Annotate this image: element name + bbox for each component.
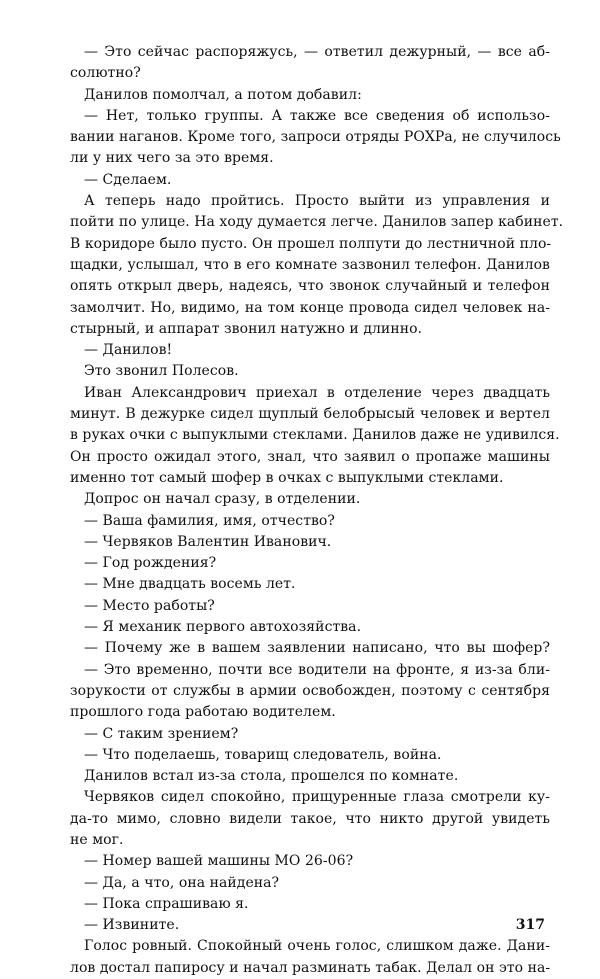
text-line: В коридоре было пусто. Он прошел полпути до лестничной пло-	[70, 235, 552, 252]
text-line: пойти по улице. На ходу думается легче. Данилов запер кабинет.	[70, 214, 564, 231]
text-line: — Это сейчас распоряжусь, — ответил дежурный, — все аб-	[84, 44, 550, 60]
text-line: — Номер вашей машины МО 26-06?	[84, 853, 354, 870]
text-line: — Это временно, почти все водители на фронте, я из-за бли-	[84, 661, 550, 678]
text-line: вании наганов. Кроме того, запроси отряды РОХРа, не случилось	[70, 129, 561, 146]
text-line: не мог.	[70, 831, 124, 848]
text-line: минут. В дежурке сидел щуплый белобрысый человек и вертел	[70, 406, 550, 423]
text-line: — Место работы?	[84, 597, 215, 614]
text-line: солютно?	[70, 65, 141, 82]
text-line: — С таким зрением?	[84, 725, 239, 742]
text-line: — Год рождения?	[84, 555, 217, 572]
text-line: прошлого года работаю водителем.	[70, 704, 336, 721]
text-line: Голос ровный. Спокойный очень голос, слишком даже. Дани-	[84, 938, 550, 955]
text-line: — Данилов!	[84, 342, 173, 359]
text-line: — Сделаем.	[84, 171, 172, 188]
text-line: ли у них чего за это время.	[70, 150, 274, 167]
text-line: Червяков сидел спокойно, прищуренные глаза смотрели ку-	[84, 789, 550, 806]
text-line: — Да, а что, она найдена?	[84, 874, 280, 891]
page-number: 317	[515, 917, 545, 933]
text-line: — Извините.	[84, 917, 180, 934]
text-line: щадки, услышал, что в его комнате зазвонил телефон. Данилов	[70, 256, 550, 273]
text-line: Данилов помолчал, а потом добавил:	[84, 86, 362, 103]
text-line: — Ваша фамилия, имя, отчество?	[84, 512, 335, 529]
text-line: — Почему же в вашем заявлении написано, что вы шофер?	[84, 640, 550, 657]
text-line: — Мне двадцать восемь лет.	[84, 576, 296, 593]
text-line: в руках очки с выпуклыми стеклами. Данилов даже не удивился.	[70, 427, 560, 444]
text-line: Данилов встал из-за стола, прошелся по комнате.	[84, 768, 459, 785]
text-line: Иван Александрович приехал в отделение через двадцать	[84, 384, 550, 401]
text-line: зорукости от службы в армии освобожден, поэтому с сентября	[70, 682, 550, 699]
text-line: замолчит. Но, видимо, на том конце провода сидел человек на-	[70, 299, 550, 316]
text-line: стырный, и аппарат звонил натужно и длинно.	[70, 320, 423, 337]
text-line: — Что поделаешь, товарищ следователь, война.	[84, 746, 442, 763]
text-line: опять открыл дверь, надеясь, что звонок случайный и телефон	[70, 278, 550, 295]
book-page-text	[70, 42, 564, 979]
text-line: — Червяков Валентин Иванович.	[84, 533, 332, 550]
text-line: лов достал папиросу и начал разминать табак. Делал он это на-	[70, 959, 551, 976]
text-line: Это звонил Полесов.	[84, 363, 239, 380]
text-line: — Пока спрашиваю я.	[84, 895, 249, 912]
text-line: А теперь надо пройтись. Просто выйти из управления и	[84, 193, 550, 210]
text-line: именно тот самый шофер в очках с выпуклыми стеклами.	[70, 469, 504, 486]
text-line: — Нет, только группы. А также все сведения об использо-	[84, 107, 550, 124]
text-line: Допрос он начал сразу, в отделении.	[84, 491, 361, 508]
text-line: — Я механик первого автохозяйства.	[84, 619, 362, 636]
text-line: Он просто ожидал этого, знал, что заявил о пропаже машины	[70, 448, 550, 465]
text-line: да-то мимо, словно видели такое, что никто другой увидеть	[70, 810, 550, 827]
